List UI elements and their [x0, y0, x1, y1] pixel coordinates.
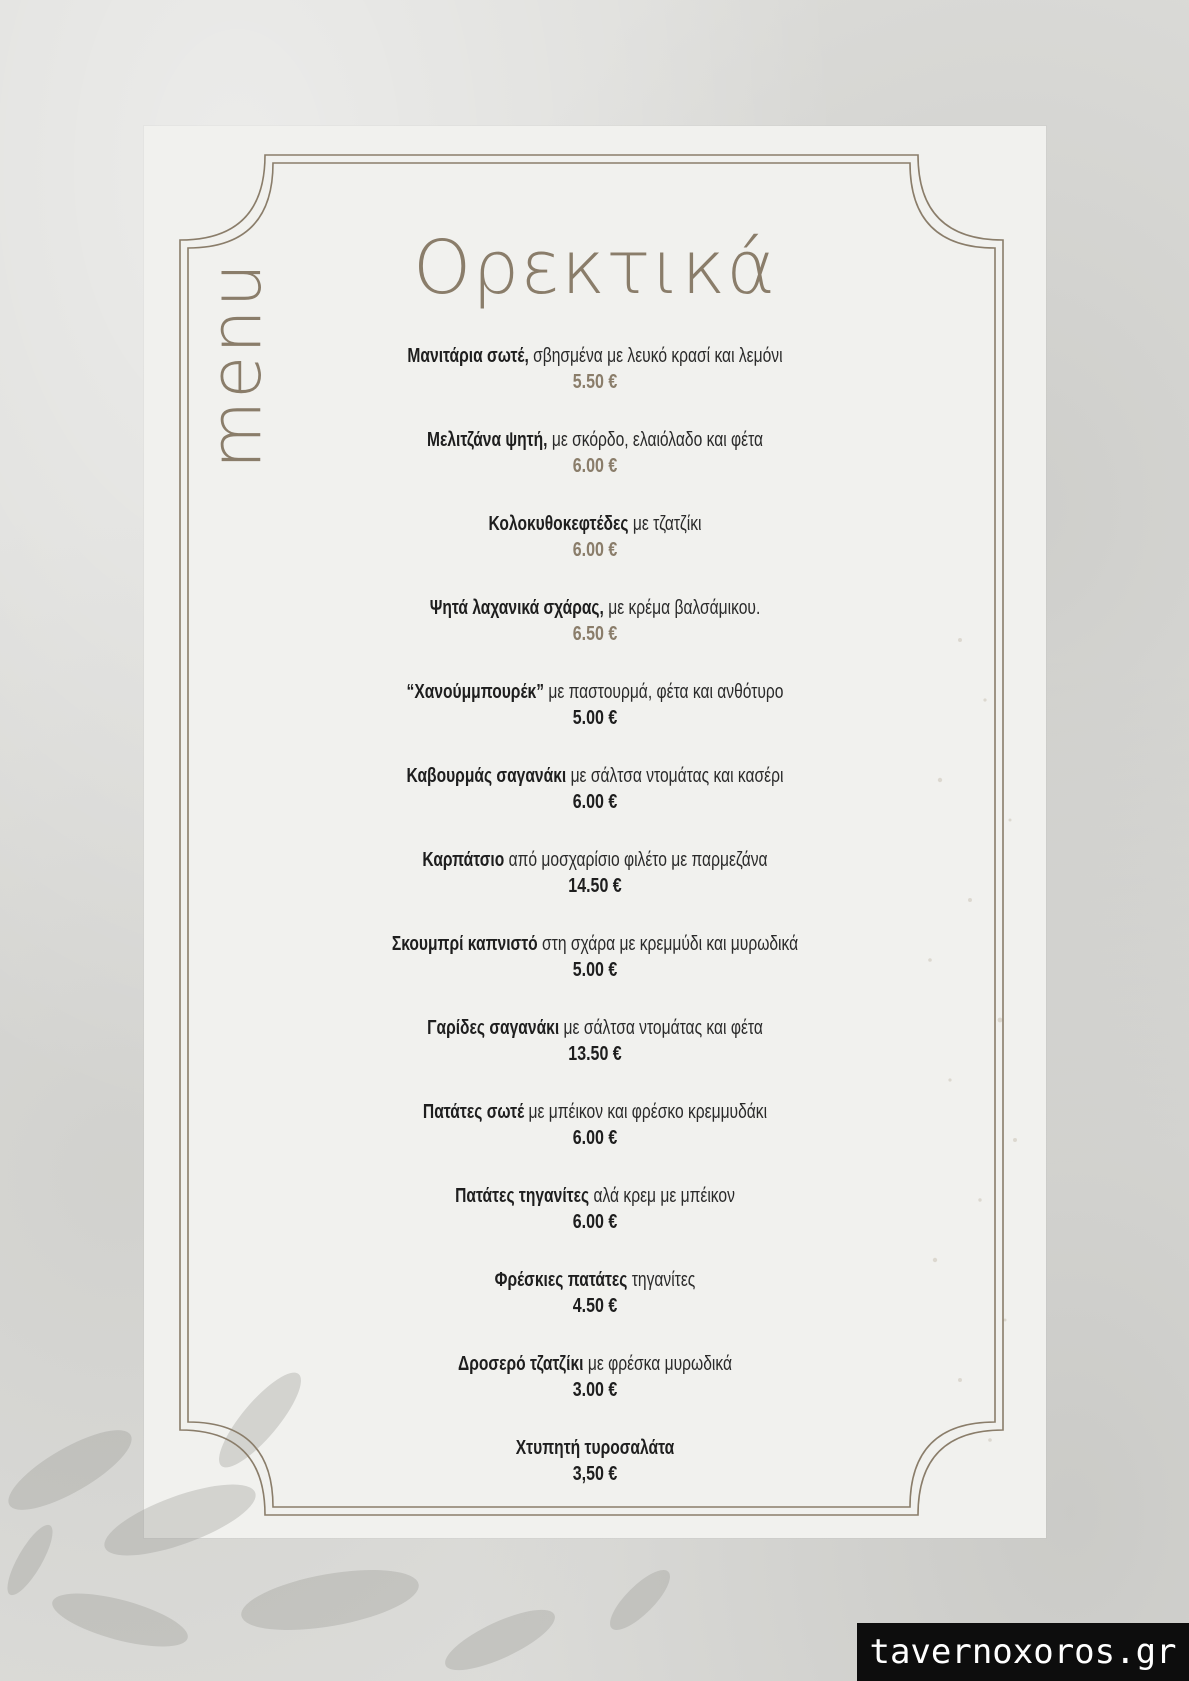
item-price: 6.00 € [572, 1211, 618, 1233]
menu-item [300, 679, 890, 763]
item-name: Σκουμπρί καπνιστό [391, 933, 538, 955]
item-description: με μπέικον και φρέσκο κρεμμυδάκι [524, 1101, 768, 1123]
menu-item [300, 1015, 890, 1099]
item-price: 5.50 € [572, 371, 618, 393]
item-price: 13.50 € [568, 1043, 622, 1065]
item-name: Κολοκυθοκεφτέδες [488, 513, 629, 535]
menu-item [300, 1435, 890, 1519]
item-price: 5.00 € [572, 707, 618, 729]
item-name: Δροσερό τζατζίκι [458, 1353, 584, 1375]
item-description: με σάλτσα ντομάτας και φέτα [559, 1017, 763, 1039]
item-name: Καρπάτσιο [422, 849, 505, 871]
menu-item [300, 427, 890, 511]
item-description: με κρέμα βαλσάμικου. [603, 597, 761, 619]
item-name: Πατάτες τηγανίτες [455, 1185, 590, 1207]
item-description: αλά κρεμ με μπέικον [589, 1185, 735, 1207]
menu-item [300, 1183, 890, 1267]
menu-item [300, 1351, 890, 1435]
item-description: με σκόρδο, ελαιόλαδο και φέτα [547, 429, 764, 451]
item-price: 6.00 € [572, 791, 618, 813]
item-name: Πατάτες σωτέ [422, 1101, 525, 1123]
menu-items-list [300, 343, 890, 1519]
menu-item [300, 595, 890, 679]
item-description: με παστουρμά, φέτα και ανθότυρο [543, 681, 784, 703]
item-name: Γαρίδες σαγανάκι [427, 1017, 560, 1039]
menu-item [300, 343, 890, 427]
item-price: 3.00 € [572, 1379, 618, 1401]
item-price: 6.50 € [572, 623, 618, 645]
menu-item [300, 511, 890, 595]
item-name: Χτυπητή τυροσαλάτα [515, 1437, 675, 1459]
item-name: Καβουρμάς σαγανάκι [406, 765, 567, 787]
item-price: 6.00 € [572, 455, 618, 477]
item-name: Μελιτζάνα ψητή, [426, 429, 548, 451]
page-title: Ορεκτικά [412, 225, 777, 311]
item-name: Ψητά λαχανικά σχάρας, [429, 597, 604, 619]
item-description: από μοσχαρίσιο φιλέτο με παρμεζάνα [504, 849, 768, 871]
item-price: 14.50 € [568, 875, 622, 897]
item-price: 6.00 € [572, 539, 618, 561]
menu-item [300, 1099, 890, 1183]
menu-item [300, 763, 890, 847]
item-name: Φρέσκιες πατάτες [494, 1269, 628, 1291]
item-name: “Χανούμμπουρέκ” [406, 681, 544, 703]
item-description: με φρέσκα μυρωδικά [583, 1353, 732, 1375]
item-name: Μανιτάρια σωτέ, [407, 345, 529, 367]
item-description: με τζατζίκι [628, 513, 702, 535]
item-price: 3,50 € [572, 1463, 618, 1485]
item-description: στη σχάρα με κρεμμύδι και μυρωδικά [537, 933, 799, 955]
menu-item [300, 1267, 890, 1351]
menu-item [300, 931, 890, 1015]
site-watermark: tavernoxoros.gr [857, 1623, 1189, 1681]
item-description: σβησμένα με λευκό κρασί και λεμόνι [528, 345, 783, 367]
item-price: 5.00 € [572, 959, 618, 981]
item-price: 6.00 € [572, 1127, 618, 1149]
item-description: με σάλτσα ντομάτας και κασέρι [566, 765, 784, 787]
menu-side-label: menu [195, 261, 277, 469]
item-description: τηγανίτες [627, 1269, 696, 1291]
item-price: 4.50 € [572, 1295, 618, 1317]
menu-item [300, 847, 890, 931]
